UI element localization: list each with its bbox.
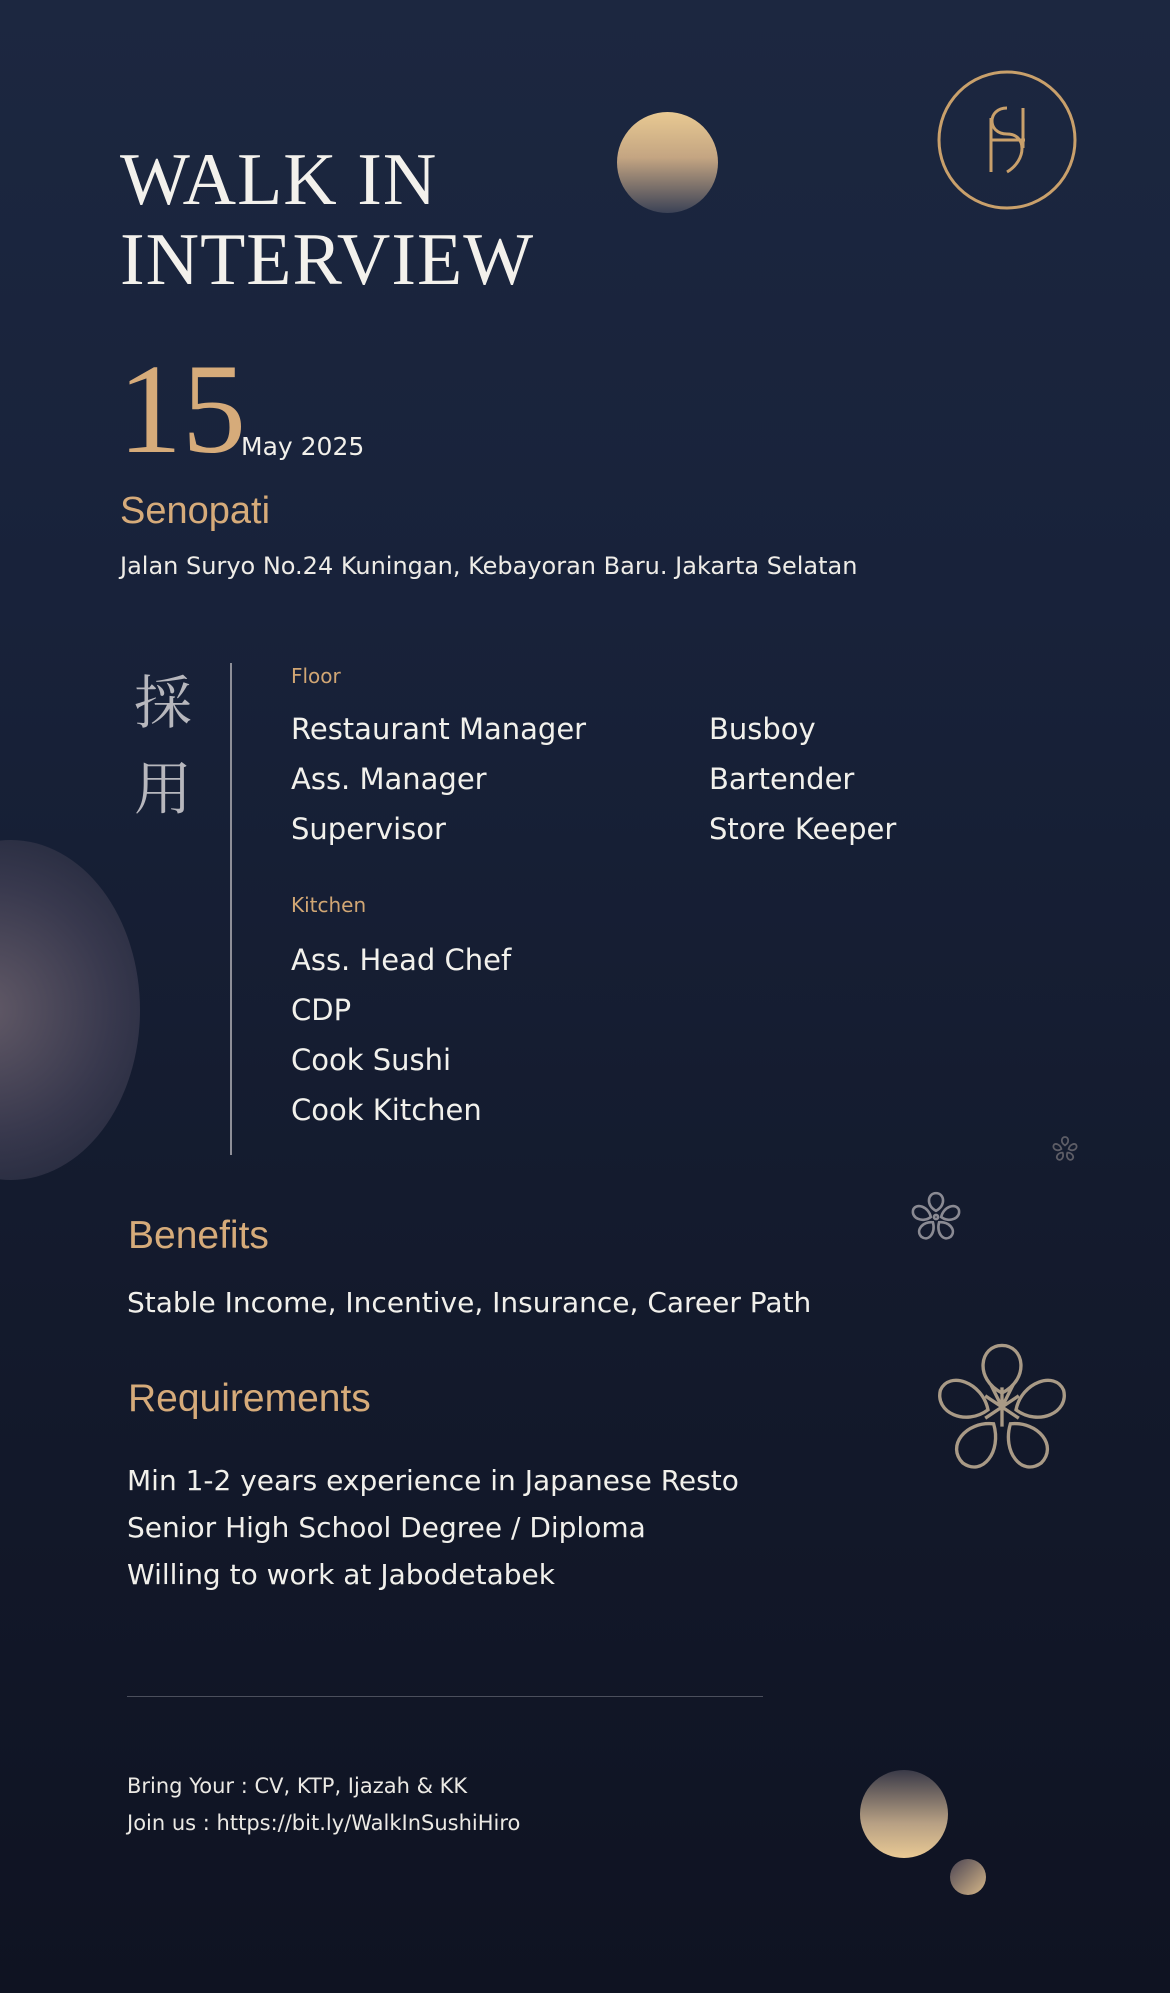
vertical-divider — [230, 663, 232, 1155]
position-item: Busboy — [709, 712, 816, 746]
position-item: Cook Sushi — [291, 1043, 452, 1077]
horizontal-divider — [127, 1696, 763, 1697]
decorative-moon-small — [950, 1859, 986, 1895]
decorative-moon-bottom — [860, 1770, 948, 1858]
sakura-flower-icon — [1050, 1134, 1080, 1164]
position-item: Restaurant Manager — [291, 712, 587, 746]
recruitment-kanji — [128, 660, 198, 832]
location-name: Senopati — [120, 490, 271, 532]
benefits-heading: Benefits — [128, 1214, 269, 1257]
position-item: Ass. Head Chef — [291, 943, 512, 977]
position-item: CDP — [291, 993, 352, 1027]
kanji-char: 用 — [133, 755, 192, 823]
interview-day: 15 — [118, 338, 246, 480]
requirement-item: Min 1-2 years experience in Japanese Resto — [127, 1464, 739, 1497]
position-item: Store Keeper — [709, 812, 897, 846]
sakura-flower-icon — [910, 1190, 962, 1242]
sakura-flower-icon — [932, 1337, 1072, 1477]
kitchen-positions — [291, 935, 511, 1135]
benefits-text: Stable Income, Incentive, Insurance, Career Path — [127, 1286, 812, 1319]
footer — [127, 1768, 520, 1842]
floor-positions-column-1 — [291, 704, 586, 854]
floor-label: Floor — [291, 664, 341, 688]
position-item: Ass. Manager — [291, 762, 487, 796]
position-item: Bartender — [709, 762, 855, 796]
floor-positions-column-2 — [709, 704, 896, 854]
interview-month-year: May 2025 — [241, 432, 365, 461]
kitchen-label: Kitchen — [291, 893, 367, 917]
requirements-list — [127, 1457, 739, 1598]
requirement-item: Senior High School Degree / Diploma — [127, 1511, 646, 1544]
decorative-moon-left — [0, 840, 140, 1180]
position-item: Supervisor — [291, 812, 446, 846]
title-line-2: INTERVIEW — [120, 219, 535, 301]
bring-documents-text: Bring Your : CV, KTP, Ijazah & KK — [127, 1774, 468, 1798]
title-line-1: WALK IN — [120, 139, 438, 221]
requirement-item: Willing to work at Jabodetabek — [127, 1558, 555, 1591]
page-title — [120, 140, 534, 300]
requirements-heading: Requirements — [128, 1377, 371, 1420]
location-address: Jalan Suryo No.24 Kuningan, Kebayoran Baru. Jakarta Selatan — [120, 552, 858, 580]
join-link[interactable]: Join us : https://bit.ly/WalkInSushiHiro — [127, 1811, 521, 1835]
decorative-moon-top — [617, 112, 718, 213]
kanji-char: 採 — [133, 669, 192, 737]
position-item: Cook Kitchen — [291, 1093, 482, 1127]
brand-logo-icon — [935, 68, 1079, 212]
